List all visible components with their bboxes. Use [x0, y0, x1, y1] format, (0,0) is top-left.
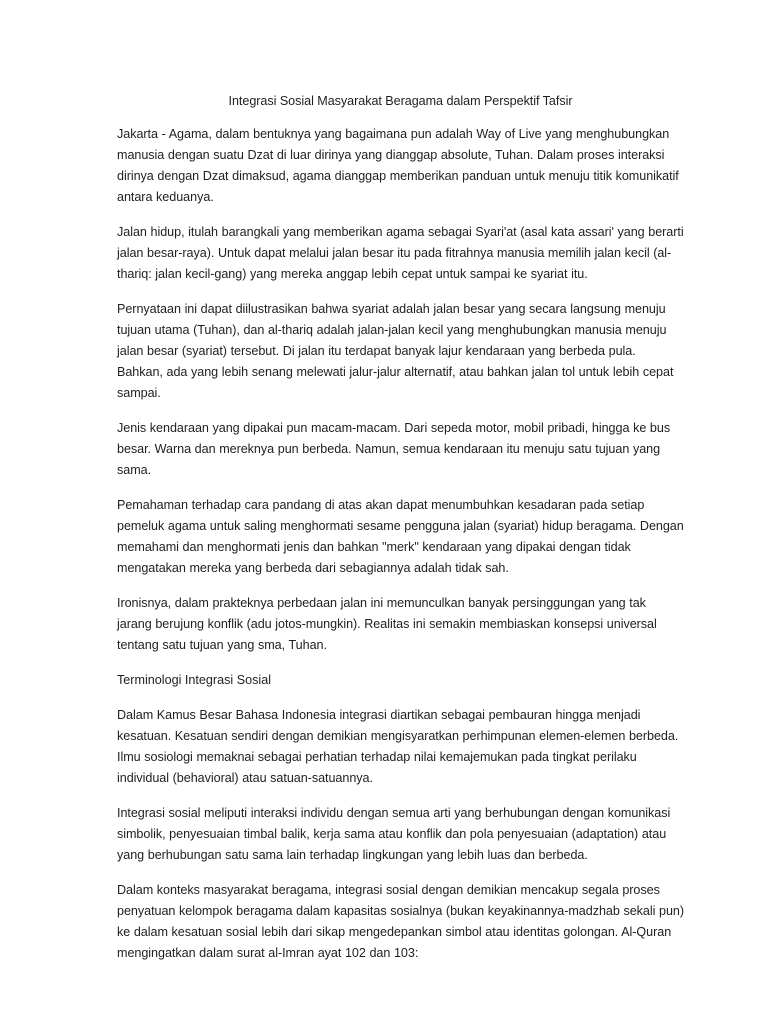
paragraph: Pemahaman terhadap cara pandang di atas akan dapat menumbuhkan kesadaran pada setiap pemeluk agama untuk saling menghormati sesame pengguna jalan (syariat) hidup beragama. Dengan memahami dan menghormati jenis dan bahkan "merk" kendaraan yang dipakai dengan tidak mengatakan mereka yang berbeda dari sebagiannya adalah tidak sah. [117, 498, 684, 575]
paragraph: Dalam Kamus Besar Bahasa Indonesia integrasi diartikan sebagai pembauran hingga menjadi kesatuan. Kesatuan sendiri dengan demikian mengisyaratkan perhimpunan elemen-elemen berbeda. Ilmu sosiologi memaknai sebagai perhatian terhadap nilai kemajemukan pada tingkat perilaku individual (behavioral) atau satuan-satuannya. [117, 708, 679, 785]
document-title: Integrasi Sosial Masyarakat Beragama dalam Perspektif Tafsir [228, 94, 573, 108]
paragraph: Ironisnya, dalam prakteknya perbedaan jalan ini memunculkan banyak persinggungan yang tak jarang berujung konflik (adu jotos-mungkin). Realitas ini semakin membiaskan konsepsi universal tentang satu tujuan yang sma, Tuhan. [117, 596, 657, 652]
paragraph: Integrasi sosial meliputi interaksi individu dengan semua arti yang berhubungan dengan komunikasi simbolik, penyesuaian timbal balik, kerja sama atau konflik dan pola penyesuaian (adaptation) atau yang berhubungan satu sama lain terhadap lingkungan yang lebih luas dan berbeda. [117, 806, 671, 862]
paragraph: Jalan hidup, itulah barangkali yang memberikan agama sebagai Syari'at (asal kata assari' yang berarti jalan besar-raya). Untuk dapat melalui jalan besar itu pada fitrahnya manusia memilih jalan kecil (al-thariq: jalan kecil-gang) yang mereka anggap lebih cepat untuk sampai ke syariat itu. [117, 225, 684, 281]
paragraph: Dalam konteks masyarakat beragama, integrasi sosial dengan demikian mencakup segala proses penyatuan kelompok beragama dalam kapasitas sosialnya (bukan keyakinannya-madzhab sekali pun) ke dalam kesatuan sosial lebih dari sikap mengedepankan simbol atau identitas golongan. Al-Quran mengingatkan dalam surat al-Imran ayat 102 dan 103: [117, 883, 685, 960]
paragraph: Jakarta - Agama, dalam bentuknya yang bagaimana pun adalah Way of Live yang menghubungkan manusia dengan suatu Dzat di luar dirinya yang dianggap absolute, Tuhan. Dalam proses interaksi dirinya dengan Dzat dimaksud, agama dianggap memberikan panduan untuk menuju titik komunikatif antara keduanya. [117, 127, 679, 204]
paragraph: Jenis kendaraan yang dipakai pun macam-macam. Dari sepeda motor, mobil pribadi, hingga ke bus besar. Warna dan mereknya pun berbeda. Namun, semua kendaraan itu menuju satu tujuan yang sama. [117, 421, 671, 477]
paragraph: Pernyataan ini dapat diilustrasikan bahwa syariat adalah jalan besar yang secara langsung menuju tujuan utama (Tuhan), dan al-thariq adalah jalan-jalan kecil yang menghubungkan manusia menuju jalan besar (syariat) tersebut. Di jalan itu terdapat banyak lajur kendaraan yang berbeda pula. Bahkan, ada yang lebih senang melewati jalur-jalur alternatif, atau bahkan jalan tol untuk lebih cepat sampai. [117, 302, 674, 400]
section-heading: Terminologi Integrasi Sosial [117, 673, 271, 687]
